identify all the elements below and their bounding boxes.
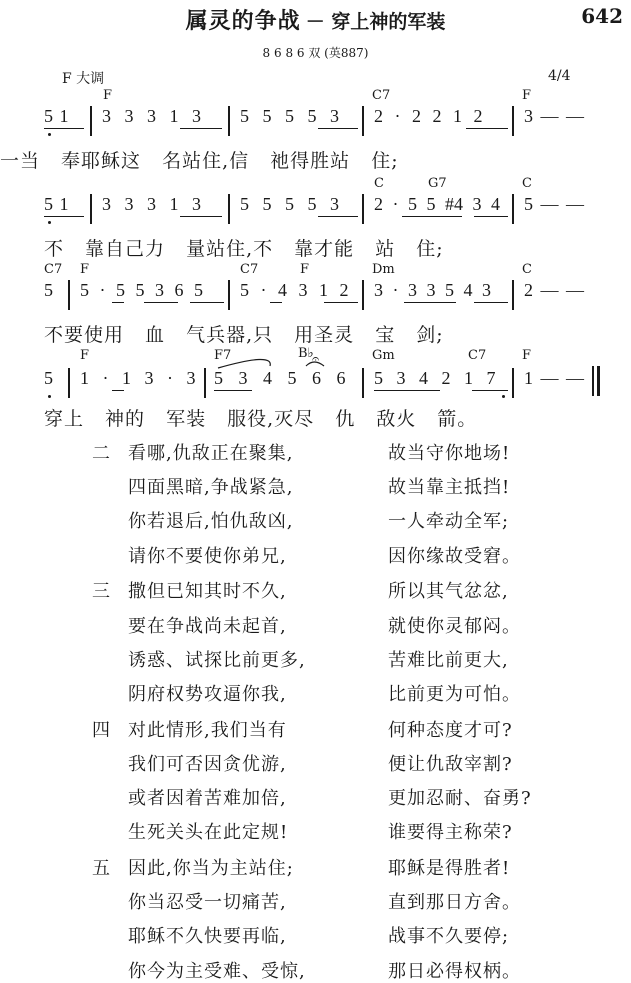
beam (474, 216, 508, 217)
lyric-line: 不要使用 血 气兵器,只 用圣灵 宝 剑; (44, 324, 444, 346)
verse-line-left: 生死关头在此定规! (128, 822, 289, 844)
note-group: 3 3 3 1 3 (102, 106, 201, 126)
verse-line-right: 战事不久要停; (388, 926, 510, 948)
octave-dot (48, 221, 51, 224)
barline (228, 280, 230, 310)
beam (44, 216, 84, 217)
chord: C (522, 262, 532, 277)
chord: F (300, 262, 310, 277)
verse-line-left: 你今为主受难、受惊, (128, 960, 306, 982)
verse-line-left: 阴府权势攻逼你我, (128, 683, 287, 705)
verse-line-right: 故当靠主抵挡! (388, 477, 511, 499)
lyric-line: 不 靠自己力 量站住,不 靠才能 站 住; (44, 238, 444, 260)
verse-line-right: 因你缘故受窘。 (388, 545, 521, 567)
verse-line-left: 四面黑暗,争战紧急, (128, 477, 294, 499)
note-group: 2 · 2 2 1 2 (374, 106, 483, 126)
barline (512, 368, 514, 398)
meter-line: 8 6 8 6 双 (英887) (262, 46, 369, 60)
verse-line-right: 谁要得主称荣? (388, 822, 513, 844)
note-group: 3 · 3 3 5 4 3 (374, 280, 491, 300)
note-group: 5 3 4 5 6 6 (214, 368, 346, 388)
note-group: 5 5 5 5 3 (240, 194, 339, 214)
barline (228, 194, 230, 224)
note-group: 5 1 (44, 194, 69, 214)
barline (362, 368, 364, 398)
chord: F (103, 88, 113, 103)
chord: F (522, 88, 532, 103)
verse-line-right: 直到那日方舍。 (388, 892, 521, 914)
verse-line-left: 耶稣不久快要再临, (128, 926, 287, 948)
barline (68, 368, 70, 398)
key-signature: F 大调 (62, 71, 105, 87)
hymn-title: 属灵的争战 (185, 9, 301, 34)
beam (318, 216, 358, 217)
barline (512, 194, 514, 224)
chord: C7 (240, 262, 259, 277)
verse-line-left: 因此,你当为主站住; (128, 857, 294, 879)
note-group: 5 · 5 5 3 6 5 (80, 280, 203, 300)
final-barline (597, 366, 600, 396)
chord: F (522, 348, 532, 363)
beam (144, 302, 178, 303)
chord: C7 (44, 262, 63, 277)
chord: B♭ (298, 346, 314, 361)
note-group: 5 (44, 368, 53, 388)
hymn-number: 642 (581, 4, 623, 28)
octave-dot (48, 133, 51, 136)
beam (180, 128, 222, 129)
chord: Gm (372, 348, 395, 363)
beam (318, 128, 358, 129)
barline (512, 106, 514, 136)
barline (228, 106, 230, 136)
note-group: 1 · 1 3 · 3 (80, 368, 196, 388)
beam (270, 302, 282, 303)
chord: C7 (468, 348, 487, 363)
barline (362, 194, 364, 224)
chord: F (80, 262, 90, 277)
barline (362, 106, 364, 136)
chord: F7 (214, 348, 232, 363)
verse-number: 五 (92, 857, 110, 879)
beam (324, 302, 358, 303)
verse-line-right: 就使你灵郁闷。 (388, 615, 521, 637)
verse-line-right: 便让仇敌宰割? (388, 753, 513, 775)
beam (180, 216, 222, 217)
verse-line-right: 所以其气忿忿, (388, 581, 509, 603)
barline (362, 280, 364, 310)
final-barline (592, 366, 594, 396)
note-group: 5 1 (44, 106, 69, 126)
beam (404, 302, 456, 303)
note-group: 5 — — (524, 194, 584, 214)
lyric-line: 一当 奉耶稣这 名站住,信 祂得胜站 住; (0, 150, 399, 172)
verse-line-right: 一人牵动全军; (388, 511, 510, 533)
fermata-icon: 𝄐 (312, 352, 320, 367)
note-group: 3 3 3 1 3 (102, 194, 201, 214)
chord: C (374, 176, 384, 191)
beam (472, 390, 508, 391)
note-group: 2 — — (524, 280, 584, 300)
verse-line-left: 看哪,仇敌正在聚集, (128, 443, 294, 464)
octave-dot (48, 395, 51, 398)
note-group: 1 — — (524, 368, 584, 388)
verse-line-left: 对此情形,我们当有 (128, 719, 287, 741)
beam (112, 390, 124, 391)
beam (474, 302, 508, 303)
note-group: 5 (44, 280, 53, 300)
barline (512, 280, 514, 310)
chord: F (80, 348, 90, 363)
verse-line-left: 你若退后,怕仇敌凶, (128, 511, 294, 533)
barline (90, 194, 92, 224)
verse-line-right: 比前更为可怕。 (388, 683, 521, 705)
verse-line-left: 要在争战尚未起首, (128, 615, 287, 637)
beam (112, 302, 124, 303)
chord: G7 (428, 176, 447, 191)
barline (90, 106, 92, 136)
beam (374, 390, 440, 391)
note-group: 5 3 4 2 1 7 (374, 368, 496, 388)
beam (466, 128, 508, 129)
barline (204, 368, 206, 398)
verse-line-right: 那日必得权柄。 (388, 960, 521, 982)
verse-line-right: 故当守你地场! (388, 443, 511, 464)
beam (214, 390, 252, 391)
barline (68, 280, 70, 310)
octave-dot (502, 395, 505, 398)
beam (44, 128, 84, 129)
verse-line-right: 何种态度才可? (388, 719, 513, 741)
verse-line-right: 耶稣是得胜者! (388, 857, 511, 879)
time-signature: 4/4 (548, 68, 571, 84)
chord: C (522, 176, 532, 191)
verse-line-left: 撒但已知其时不久, (128, 581, 287, 603)
note-group: 2 · 5 5 #4 3 4 (374, 194, 500, 214)
chord: Dm (372, 262, 395, 277)
chord: C7 (372, 88, 391, 103)
hymn-subtitle: － 穿上神的军装 (305, 11, 446, 33)
beam (402, 216, 462, 217)
verse-line-left: 请你不要使你弟兄, (128, 545, 287, 567)
verse-line-right: 苦难比前更大, (388, 649, 509, 671)
verse-line-left: 你当忍受一切痛苦, (128, 892, 287, 914)
verse-line-right: 更加忍耐、奋勇? (388, 788, 532, 809)
verse-number: 二 (92, 443, 110, 464)
note-group: 5 · 4 3 1 2 (240, 280, 349, 300)
verse-line-left: 我们可否因贪优游, (128, 753, 287, 775)
note-group: 5 5 5 5 3 (240, 106, 339, 126)
note-group: 3 — — (524, 106, 584, 126)
verse-line-left: 诱惑、试探比前更多, (128, 649, 306, 671)
verse-line-left: 或者因着苦难加倍, (128, 788, 287, 809)
hymn-title-block (0, 4, 631, 35)
lyric-line: 穿上 神的 军装 服役,灭尽 仇 敌火 箭。 (44, 408, 478, 430)
verse-number: 四 (92, 719, 110, 741)
beam (190, 302, 224, 303)
verse-number: 三 (92, 581, 110, 603)
